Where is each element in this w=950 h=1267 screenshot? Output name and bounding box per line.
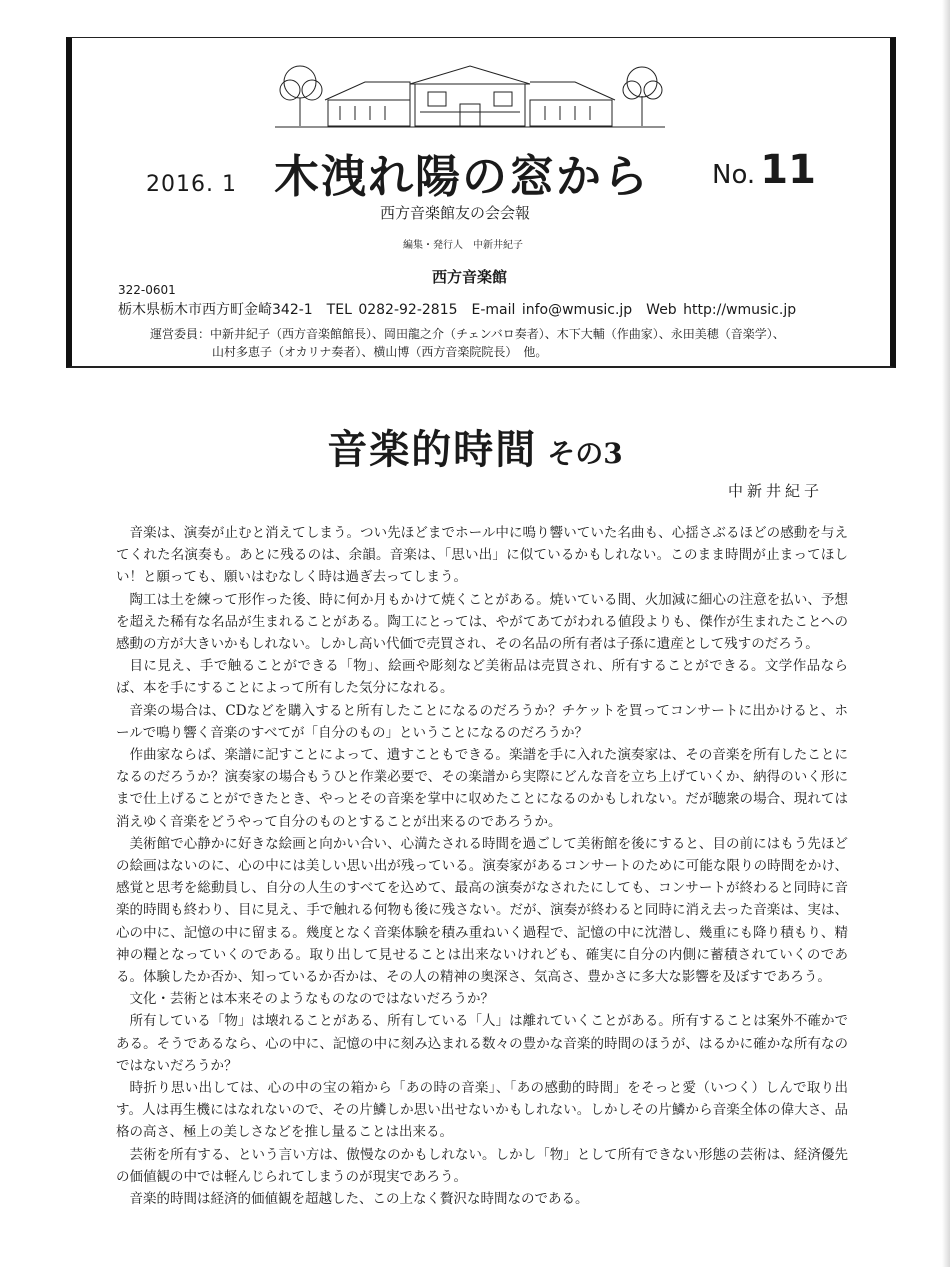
article-title-sub: その3: [547, 437, 623, 470]
article-paragraph: 時折り思い出しては、心の中の宝の箱から「あの時の音楽」、「あの感動的時間」をそっと愛（いつく）しんで取り出す。人は再生機にはなれないので、その片鱗しか思い出せないかもしれない。しかしその片鱗から音楽全体の偉大さ、品格の高さ、極上の美しさなどを推し量ることは出来る。: [116, 1080, 848, 1141]
article-paragraph: 目に見え、手で触ることができる「物」、絵画や彫刻など美術品は売買され、所有することができる。文学作品ならば、本を手にすることによって所有した気分になれる。: [116, 658, 848, 697]
newsletter-title: 木洩れ陽の窓から: [274, 150, 651, 203]
page-edge-shadow: [942, 0, 950, 1267]
article-paragraph: 陶工は土を練って形作った後、時に何か月もかけて焼くことがある。焼いている間、火加減に細心の注意を払い、予想を超えた稀有な名品が生まれることがある。陶工にとっては、やがてあてがわれる値段よりも、傑作が生まれたことへの感動の方が大きいかもしれない。しかし高い代価で売買され、その名品の所有者は子孫に遺産として残すのだろう。: [116, 591, 848, 653]
issue-number-label: No.: [712, 160, 756, 190]
article-paragraph: 美術館で心静かに好きな絵画と向かい合い、心満たされる時間を過ごして美術館を後にすると、目の前にはもう先ほどの絵画はないのに、心の中には美しい思い出が残っている。演奏家があるコンサートのために可能な限りの時間をかけ、感覚と思考を総動員し、自分の人生のすべてを込めて、最高の演奏がなされたにしても、コンサートが終わると同時に音楽的時間も終わり、目に見え、手で触れる何物も後に残さない。だが、演奏が終わると同時に消え去った音楽は、実は、心の中に、記憶の中に留まる。幾度となく音楽体験を積み重ねいく過程で、記憶の中に沈潜し、幾重にも降り積もり、精神の糧となっていくのである。取り出して見せることは出来ないけれども、確実に自分の内側に蓄積されていくのである。体験したか否か、知っているか否かは、その人の精神の奥深さ、気高さ、豊かさに多大な影響を及ぼすであろう。: [116, 835, 848, 986]
article-paragraph: 所有している「物」は壊れることがある、所有している「人」は離れていくことがある。所有することは案外不確かである。そうであるなら、心の中に、記憶の中に刻み込まれる数々の豊かな音楽的時間のほうが、はるかに確かな所有なのではないだろうか？: [116, 1013, 848, 1074]
article-paragraph: 音楽は、演奏が止むと消えてしまう。つい先ほどまでホール中に鳴り響いていた名曲も、心揺さぶるほどの感動を与えてくれた名演奏も。あとに残るのは、余韻。音楽は、「思い出」に似ているかもしれない。このまま時間が止まってほしい！と願っても、願いはむなしく時は過ぎ去ってしまう。: [116, 525, 848, 586]
article-body: [116, 522, 848, 1242]
article-title: [0, 418, 950, 475]
organization-name: 西方音楽館: [432, 268, 508, 286]
issue-number-value: 11: [760, 147, 816, 193]
article-paragraph: 芸術を所有する、という言い方は、傲慢なのかもしれない。しかし「物」として所有できない形態の芸術は、経済優先の価値観の中では軽んじられてしまうのが現実であろう。: [116, 1146, 848, 1185]
article-author: 中新井紀子: [728, 482, 824, 500]
editor-credit: 編集・発行人 中新井紀子: [403, 240, 523, 251]
article-paragraph: 作曲家ならば、楽譜に記すことによって、遺すこともできる。楽譜を手に入れた演奏家は、その音楽を所有したことになるのだろうか？演奏家の場合もうひと作業必要で、その楽譜から実際にどんな音を立ち上げていくか、納得のいく形にまで仕上げることができたとき、やっとその音楽を掌中に収めたことになるのかもしれない。だが聴衆の場合、現れては消えゆく音楽をどうやって自分のものとすることが出来るのであろうか。: [116, 747, 848, 830]
issue-date: 2016. 1: [146, 172, 237, 197]
article-paragraph: 文化・芸術とは本来そのようなものなのではないだろうか？: [129, 991, 494, 1008]
contact-info: 栃木県栃木市西方町金崎342-1 TEL 0282-92-2815 E-mail info@wmusic.jp Web http://wmusic.jp: [118, 302, 797, 318]
committee-line: 山村多恵子（オカリナ奏者）、横山博（西方音楽院院長） 他。: [212, 345, 548, 359]
committee-list: [150, 325, 785, 361]
building-illustration: [270, 60, 670, 130]
article-title-main: 音楽的時間: [327, 426, 538, 473]
article-paragraph: 音楽の場合は、CDなどを購入すると所有したことになるのだろうか？チケットを買ってコンサートに出かけると、ホールで鳴り響く音楽のすべてが「自分のもの」ということになるのだろうか？: [116, 702, 848, 741]
newsletter-subtitle: 西方音楽館友の会会報: [380, 204, 531, 222]
issue-number: [712, 147, 816, 193]
postal-code: 322-0601: [118, 283, 176, 297]
committee-line: 運営委員：中新井紀子（西方音楽館館長）、岡田龍之介（チェンバロ奏者）、木下大輔（作曲家）、永田美穂（音楽学）、: [150, 327, 785, 341]
article-paragraph: 音楽的時間は経済的価値観を超越した、この上なく贅沢な時間なのである。: [129, 1191, 589, 1208]
